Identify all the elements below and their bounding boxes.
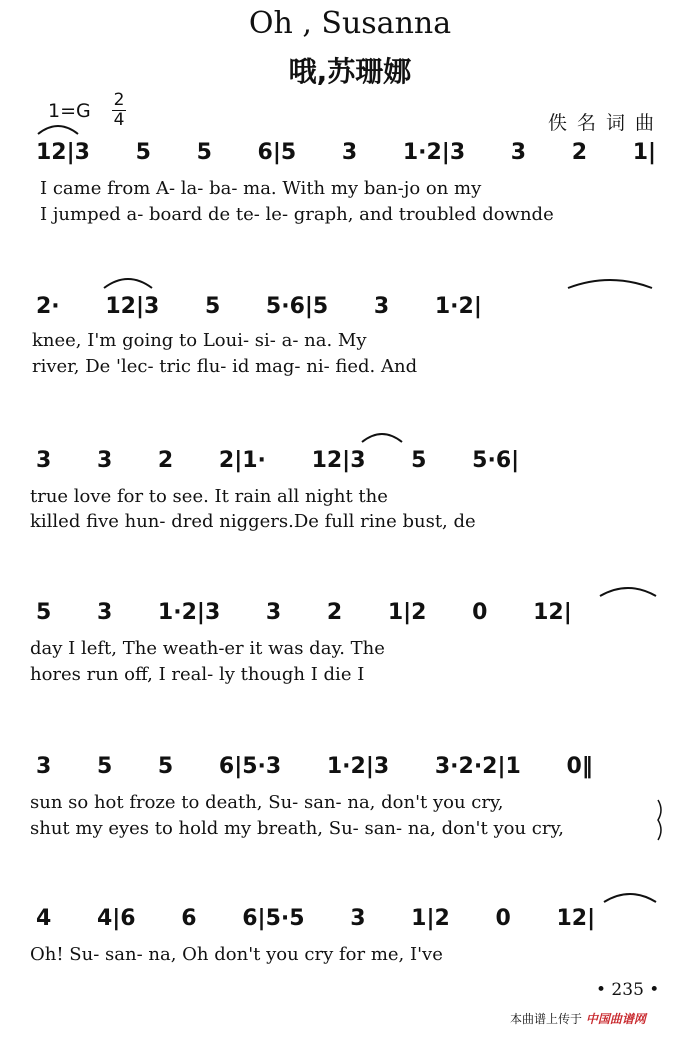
notation-text: 2· 12|3 5 5·6|5 3 1·2| (36, 294, 482, 319)
footer-site-logo: 中国曲谱网 (585, 1012, 646, 1026)
verse-brace (658, 800, 661, 840)
lyric-verse-1: knee, I'm going to Loui- si- a- na. My (32, 330, 367, 351)
lyric-verse-2: shut my eyes to hold my breath, Su- san- na, don't you cry, (30, 818, 564, 839)
lyric-verse-2: river, De 'lec- tric flu- id mag- ni- fied. And (32, 356, 418, 377)
lyric-verse-1: I came from A- la- ba- ma. With my ban-jo on my (40, 178, 482, 199)
slur-mark (604, 894, 656, 902)
notation-text: 4 4|6 6 6|5·5 3 1|2 0 12| (36, 906, 596, 931)
time-signature-bottom: 4 (113, 110, 125, 130)
footer-text: 本曲谱上传于 (510, 1012, 583, 1026)
notation-text: 3 3 2 2|1· 12|3 5 5·6| (36, 448, 520, 473)
author-credit: 佚名词曲 (548, 112, 665, 134)
slur-mark (362, 434, 402, 442)
slur-mark (38, 126, 78, 134)
notation-text: 3 5 5 6|5·3 1·2|3 3·2·2|1 0‖ (36, 754, 593, 779)
lyric-verse-2: killed five hun- dred niggers.De full rine bust, de (30, 511, 476, 532)
slur-mark (104, 279, 152, 288)
lyric-verse-2: hores run off, I real- ly though I die I (30, 664, 365, 685)
lyric-verse-1: sun so hot froze to death, Su- san- na, don't you cry, (30, 792, 504, 813)
song-title-chinese: 哦,苏珊娜 (288, 55, 412, 88)
notation-text: 5 3 1·2|3 3 2 1|2 0 12| (36, 600, 572, 625)
time-signature-top: 2 (113, 90, 125, 110)
notation-text: 12|3 5 5 6|5 3 1·2|3 3 2 1| (36, 140, 657, 165)
key-signature: 1=G (48, 100, 91, 122)
lyric-verse-1: day I left, The weath-er it was day. The (30, 638, 385, 659)
footer-credit (510, 1010, 646, 1027)
lyric-verse-1: Oh! Su- san- na, Oh don't you cry for me, I've (30, 944, 443, 965)
page-number: • 235 • (596, 980, 660, 1000)
slur-mark (568, 280, 652, 288)
lyric-verse-2: I jumped a- board de te- le- graph, and troubled downde (40, 204, 554, 225)
lyric-verse-1: true love for to see. It rain all night the (30, 486, 388, 507)
slur-mark (600, 588, 656, 596)
song-title-english: Oh , Susanna (248, 6, 452, 41)
